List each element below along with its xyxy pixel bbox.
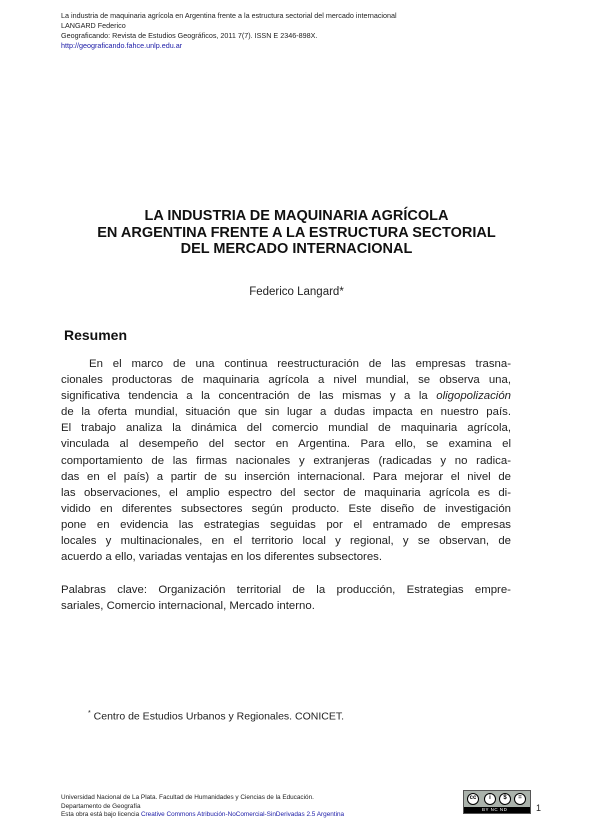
noderivatives-icon: = (514, 793, 526, 805)
abstract-line: En el marco de una continua reestructuración de las empresas trasna- (89, 358, 511, 370)
abstract-line: acuerdo a ello, variadas ventajas en los diferentes subsectores. (61, 551, 383, 564)
keywords-line: sariales, Comercio internacional, Mercado interno. (61, 600, 315, 613)
abstract-line: vidido en diferentes subsectores según producto. Este diseño de investigación (61, 502, 511, 515)
footer-license-line (61, 811, 344, 820)
abstract-line: locales y multinacionales, en el territorio local y regional, y se observan, de (61, 535, 511, 548)
keywords-label: Palabras clave: (61, 584, 148, 596)
footer-university: Universidad Nacional de La Plata. Facultad de Humanidades y Ciencias de la Educación. (61, 794, 314, 801)
title-line-3: DEL MERCADO INTERNACIONAL (180, 241, 413, 257)
header-journal-link[interactable]: http://geograficando.fahce.unlp.edu.ar (61, 41, 183, 50)
abstract-line: pone en evidencia las estrategias seguidas por el entramado de empresas (61, 518, 511, 531)
header-article-title: La industria de maquinaria agrícola en Argentina frente a la estructura sectorial del mercado internacional (61, 11, 397, 20)
cc-license-badge[interactable] (463, 790, 531, 814)
footer-department: Departamento de Geografía (61, 802, 141, 810)
title-line-2: EN ARGENTINA FRENTE A LA ESTRUCTURA SECTORIAL (97, 224, 496, 241)
footnote-text: Centro de Estudios Urbanos y Regionales. CONICET. (93, 710, 345, 723)
abstract-heading: Resumen (64, 327, 128, 343)
footnote-mark: * (88, 710, 91, 717)
abstract-line: de la oferta mundial, situación que sin lugar a dudas impacta en nuestro país. (61, 406, 511, 419)
abstract-emphasis: oligopolización (436, 390, 511, 403)
keywords-text: Organización territorial de la producción, Estrategias empre- (158, 584, 511, 596)
abstract-line: El trabajo analiza la dinámica del comercio mundial de maquinaria agrícola, (61, 422, 511, 435)
keywords-line (61, 582, 511, 598)
noncommercial-icon: $ (499, 793, 511, 805)
page-footer (61, 794, 344, 820)
abstract-line (61, 388, 511, 404)
abstract-line: das en el país) a partir de su inserción internacional. Para mejorar el nivel de (61, 470, 511, 483)
title-line-1: LA INDUSTRIA DE MAQUINARIA AGRÍCOLA (144, 208, 449, 224)
abstract-body (61, 356, 511, 565)
keywords (61, 582, 511, 614)
cc-badge-text: BY NC ND (482, 807, 508, 812)
abstract-line-text: significativa tendencia a la concentración de las mismas y a la (61, 390, 428, 403)
abstract-line: vinculada al desempeño del sector en Argentina. Para ello, se examina el (61, 438, 511, 451)
header-journal-citation: Geograficando: Revista de Estudios Geográficos, 2011 7(7). ISSN E 2346-898X. (61, 31, 318, 40)
license-link[interactable]: Creative Commons Atribución-NoComercial-SinDerivadas 2.5 Argentina (140, 811, 345, 819)
page-number: 1 (536, 803, 542, 813)
attribution-icon: i (484, 793, 496, 805)
abstract-line: las observaciones, el amplio espectro del sector de maquinaria agrícola es di- (61, 486, 511, 499)
author-name: Federico Langard* (249, 286, 344, 298)
cc-icon: cc (467, 793, 479, 805)
running-header (61, 11, 397, 51)
footnote (88, 710, 344, 723)
abstract-line: comportamiento de las firmas nacionales y extranjeras (radicadas y no radica- (61, 454, 511, 467)
footer-license-prefix: Esta obra está bajo licencia (61, 811, 140, 819)
abstract-line: cionales productoras de maquinaria agrícola a nivel mundial, se observa una, (61, 374, 511, 387)
header-author: LANGARD Federico (61, 21, 126, 30)
article-title (40, 208, 553, 258)
